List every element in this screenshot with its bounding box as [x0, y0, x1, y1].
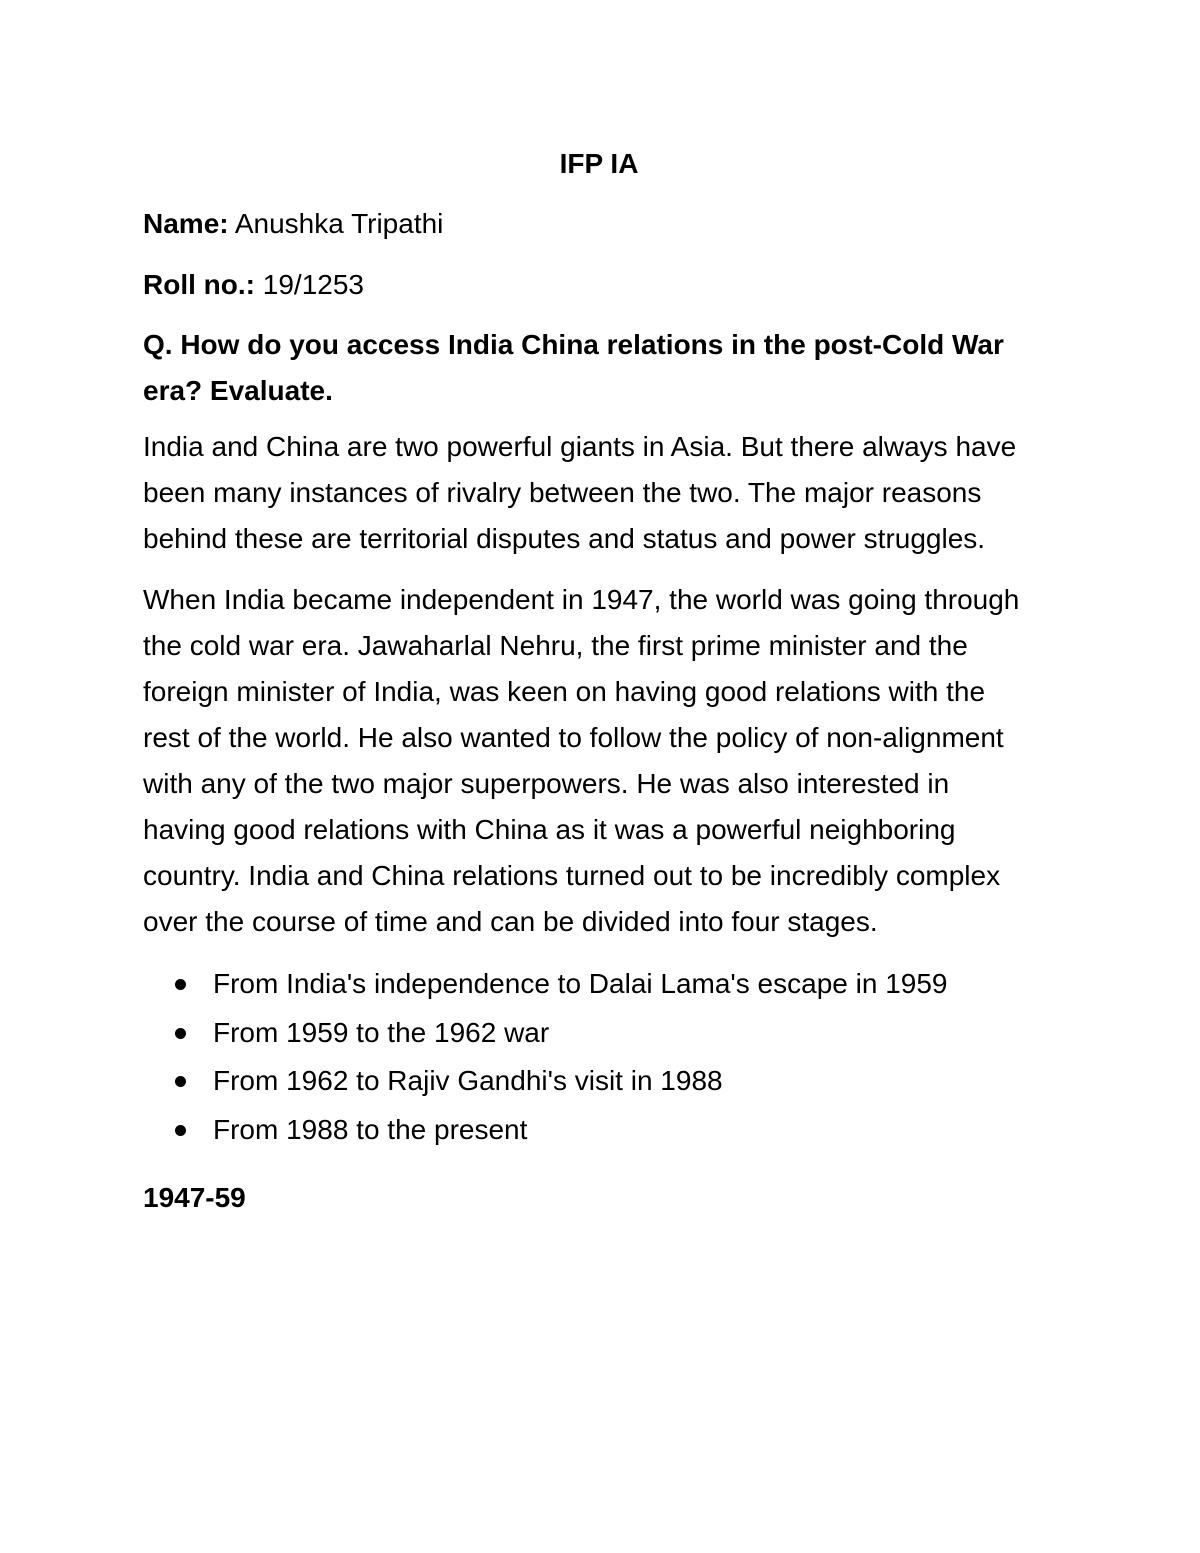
bullet-icon: [175, 1028, 186, 1039]
bullet-icon: [175, 979, 186, 990]
list-item: [171, 1009, 1055, 1058]
bullet-icon: [175, 1125, 186, 1136]
list-item: [171, 1057, 1055, 1106]
list-item-text: From India's independence to Dalai Lama's escape in 1959: [213, 968, 948, 999]
document-title: IFP IA: [559, 148, 639, 179]
list-item-text: From 1988 to the present: [213, 1113, 528, 1145]
name-field: [143, 200, 1055, 248]
list-item-text: From 1962 to Rajiv Gandhi's visit in 1988: [213, 1065, 723, 1096]
stages-list: [143, 960, 1055, 1154]
roll-number-value: 19/1253: [254, 269, 364, 300]
name-label: Name:: [143, 208, 229, 239]
list-item: [171, 1106, 1055, 1155]
list-item: [171, 960, 1055, 1009]
list-item-text: From 1959 to the 1962 war: [213, 1016, 550, 1048]
document-body: [143, 140, 1055, 1222]
paragraph-intro: India and China are two powerful giants in Asia. But there always have been many instances of rivalry between the two. The major reasons behind these are territorial disputes and status and power struggles.: [143, 431, 1017, 554]
roll-number-label: Roll no.:: [143, 269, 255, 300]
bullet-icon: [175, 1076, 186, 1087]
section-heading: 1947-59: [143, 1182, 246, 1213]
paragraph-history: When India became independent in 1947, the world was going through the cold war era. Jawaharlal Nehru, the first prime minister and the foreign minister of India, was keen on having good relations with the rest of the world. He also wanted to follow the policy of non-alignment with any of the two major superpowers. He was also interested in having good relations with China as it was a powerful neighboring country. India and China relations turned out to be incredibly complex over the course of time and can be divided into four stages.: [143, 584, 1020, 937]
question-heading: Q. How do you access India China relations in the post-Cold War era? Evaluate.: [143, 329, 1004, 406]
name-value: Anushka Tripathi: [228, 208, 444, 239]
roll-number-field: [143, 261, 1055, 309]
